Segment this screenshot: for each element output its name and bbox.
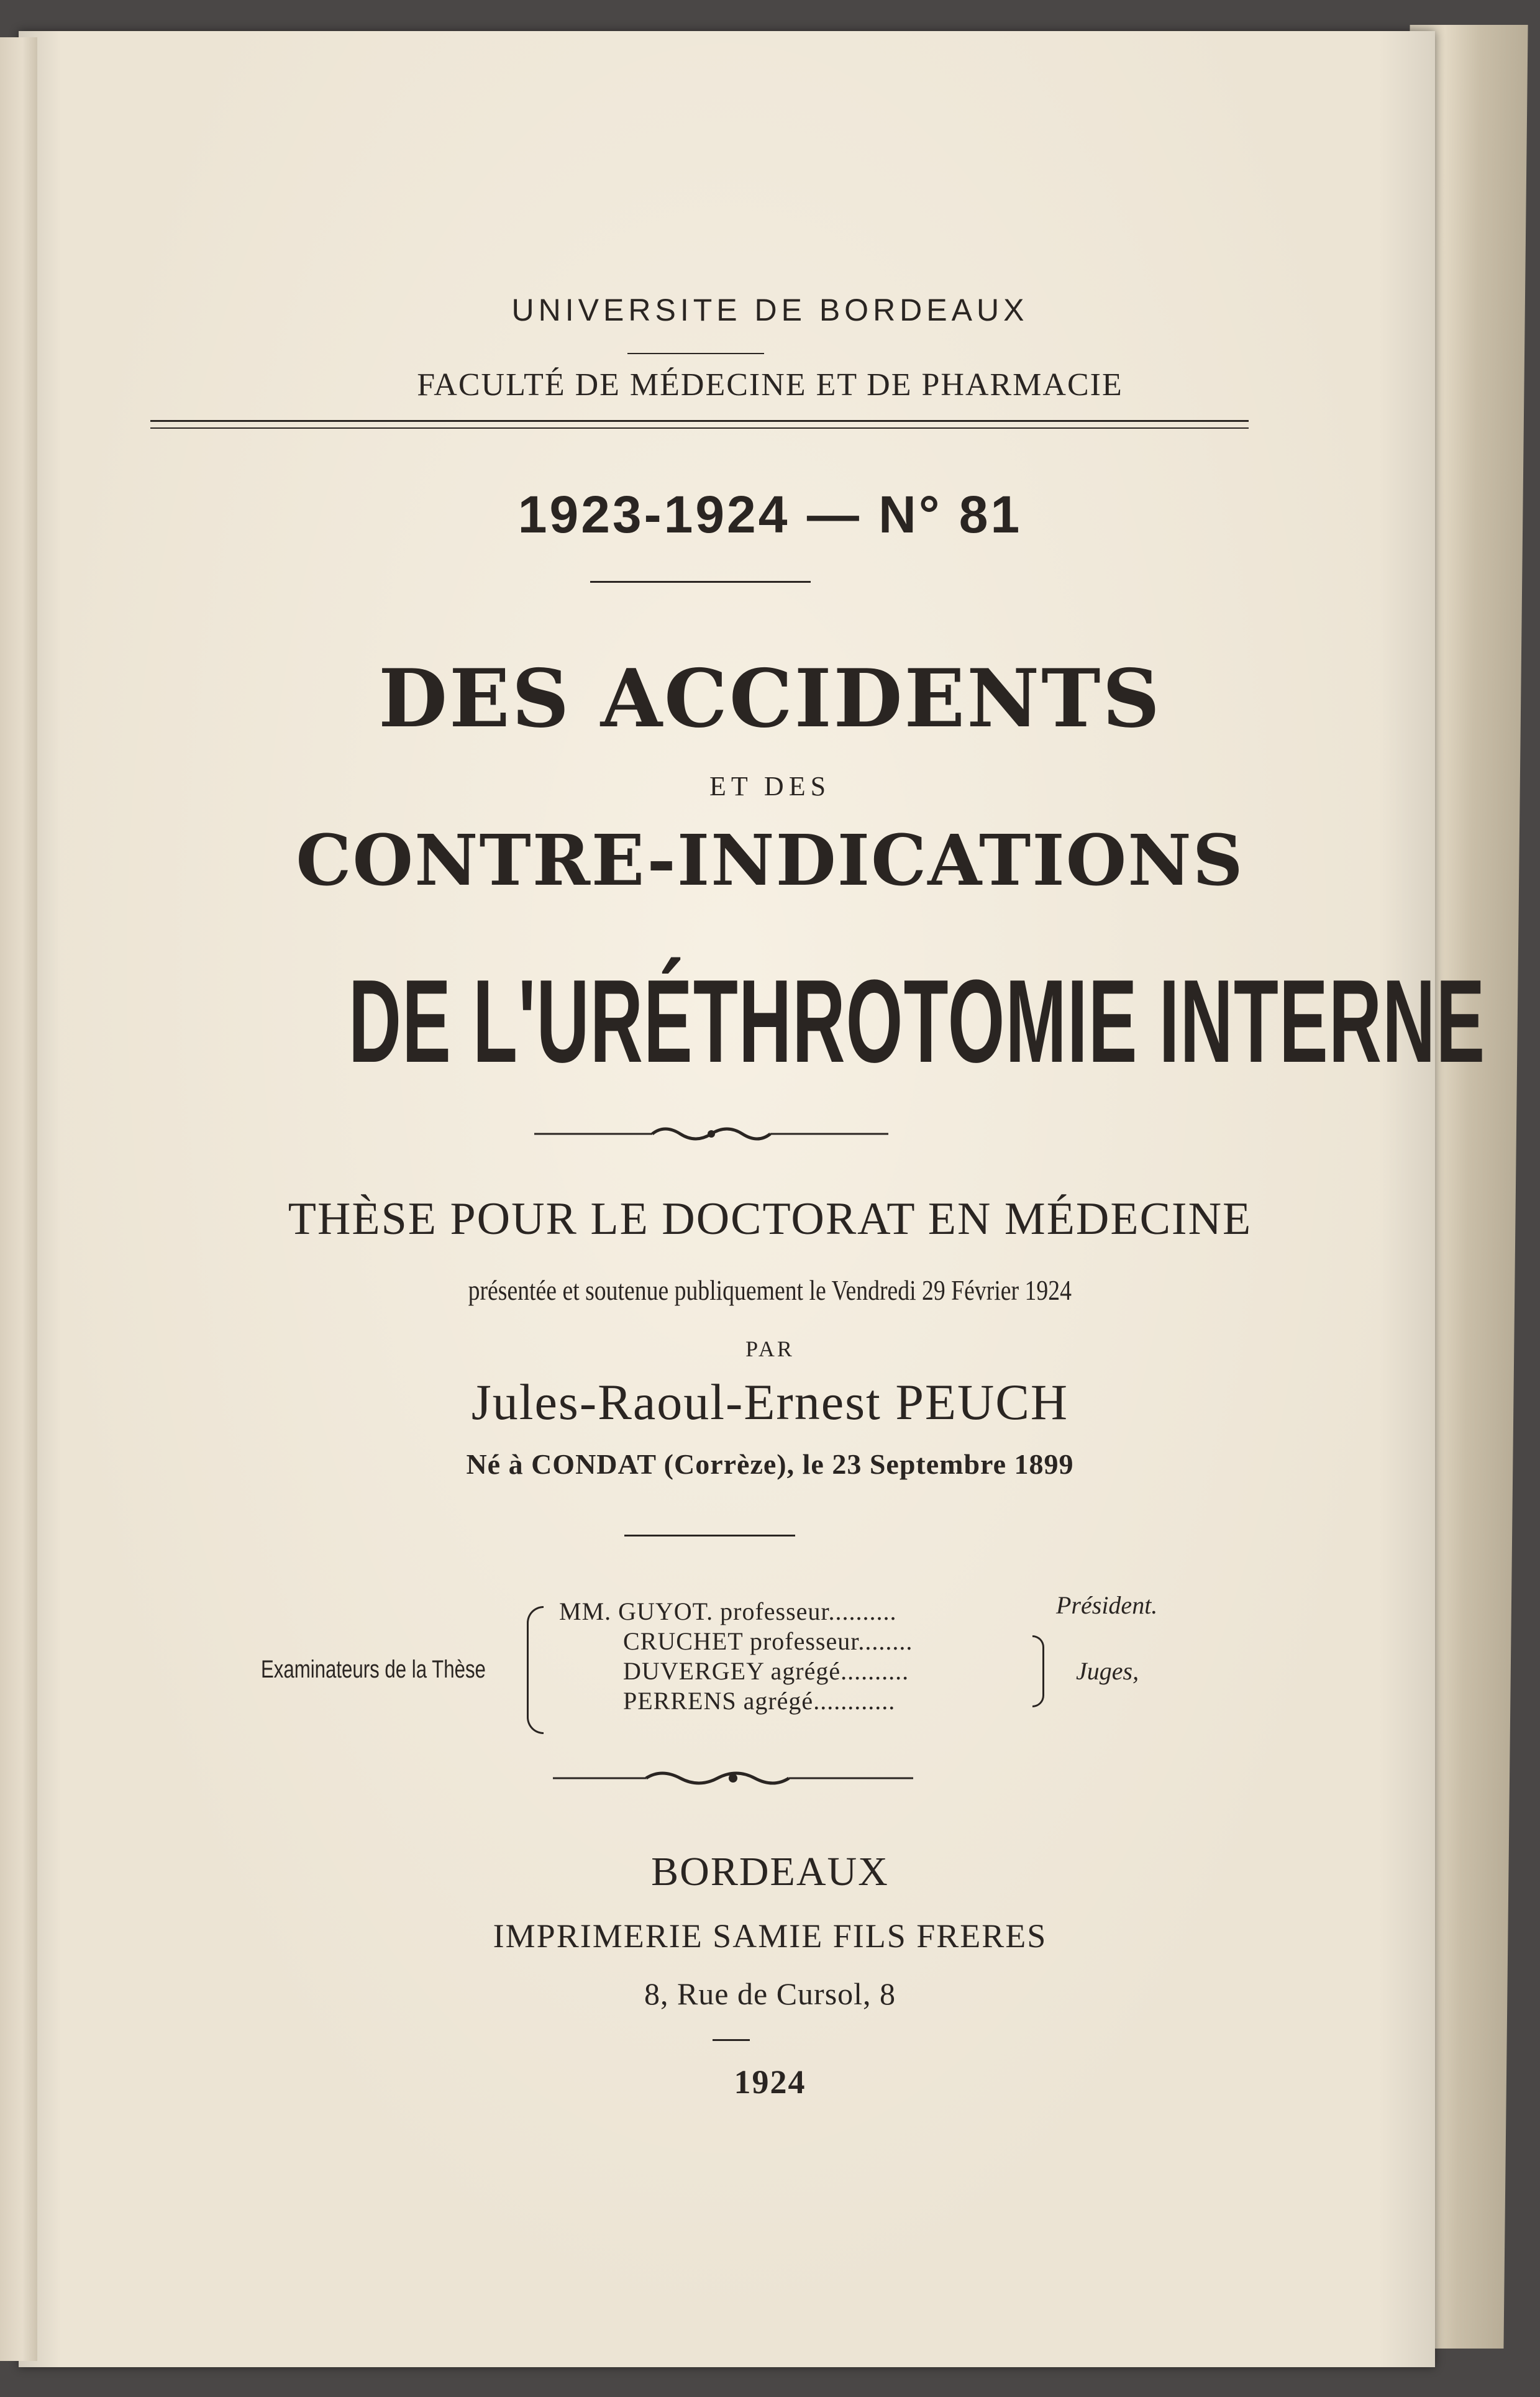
- ornament-divider-top: [534, 1121, 888, 1146]
- thesis-presented: [0, 1274, 1540, 1307]
- examiner-row-1: MM. GUYOT. professeur..........: [559, 1597, 897, 1625]
- title-line-3: CONTRE-INDICATIONS: [296, 820, 1244, 902]
- header-rule-2: [150, 427, 1249, 429]
- thesis-presented-text: présentée et soutenue publiquement le Vendredi 29 Février 1924: [468, 1274, 1072, 1306]
- title-line-2: ET DES: [709, 771, 831, 801]
- ornament-divider-bottom: [553, 1766, 913, 1791]
- thesis-heading: THÈSE POUR LE DOCTORAT EN MÉDECINE: [288, 1194, 1252, 1244]
- header-rule-1: [150, 420, 1249, 422]
- title-line-4-text: DE L'URÉTHROTOMIE INTERNE: [348, 956, 1486, 1087]
- number-rule: [590, 581, 811, 583]
- judges-brace: [1032, 1635, 1044, 1707]
- examiners-label: [261, 1656, 549, 1684]
- thesis-number: 1923-1924 — N° 81: [517, 485, 1023, 544]
- title-line-1: DES ACCIDENTS: [378, 652, 1162, 746]
- imprint-year: 1924: [734, 2063, 806, 2101]
- examiners-label-text: Examinateurs de la Thèse: [261, 1656, 486, 1683]
- examiner-row-2: CRUCHET professeur........: [623, 1627, 913, 1655]
- examiner-role-judges: Juges,: [1076, 1657, 1139, 1685]
- author-rule: [624, 1535, 795, 1536]
- thesis-author: Jules-Raoul-Ernest PEUCH: [471, 1374, 1069, 1430]
- imprint-printer: IMPRIMERIE SAMIE FILS FRERES: [493, 1917, 1047, 1955]
- examiners-brace-left: [527, 1606, 544, 1734]
- header-rule-short: [627, 353, 764, 354]
- faculty-name: FACULTÉ DE MÉDECINE ET DE PHARMACIE: [417, 367, 1123, 403]
- imprint-rule: [713, 2039, 750, 2041]
- imprint-address: 8, Rue de Cursol, 8: [644, 1976, 896, 2011]
- title-line-4: [0, 954, 1540, 1089]
- thesis-born: Né à CONDAT (Corrèze), le 23 Septembre 1899: [466, 1448, 1074, 1480]
- examiner-row-4: PERRENS agrégé............: [623, 1687, 896, 1715]
- university-name: UNIVERSITE DE BORDEAUX: [511, 293, 1029, 327]
- examiner-row-3: DUVERGEY agrégé..........: [623, 1657, 909, 1685]
- imprint-city: BORDEAUX: [651, 1849, 889, 1894]
- examiner-role-president: Président.: [1056, 1591, 1158, 1619]
- thesis-by: PAR: [745, 1336, 795, 1361]
